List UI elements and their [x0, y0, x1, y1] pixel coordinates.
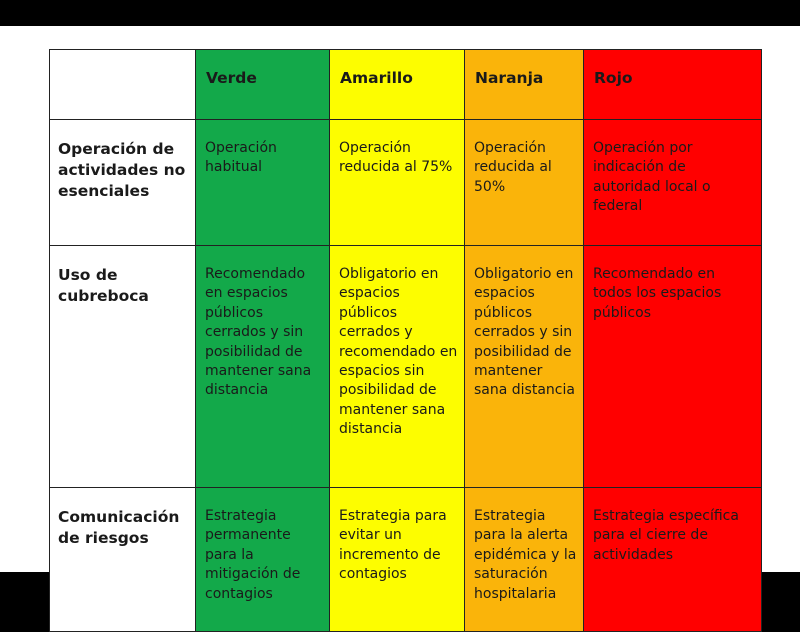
table-row — [50, 246, 762, 488]
cell-amarillo-comunicacion: Estrategia para evitar un incremento de contagios — [330, 488, 465, 632]
header-naranja: Naranja — [465, 50, 584, 120]
cell-rojo-operacion: Operación por indicación de autoridad local o federal — [584, 120, 762, 246]
corner-cell — [50, 50, 196, 120]
header-amarillo: Amarillo — [330, 50, 465, 120]
cell-amarillo-cubreboca: Obligatorio en espacios públicos cerrados y recomendado en espacios sin posibilidad de mantener sana distancia — [330, 246, 465, 488]
slide-page — [0, 26, 800, 602]
row-label-cubreboca: Uso de cubreboca — [50, 246, 196, 488]
cell-naranja-comunicacion: Estrategia para la alerta epidémica y la saturación hospitalaria — [465, 488, 584, 632]
cell-verde-cubreboca: Recomendado en espacios públicos cerrados y sin posibilidad de mantener sana distancia — [196, 246, 330, 488]
header-rojo: Rojo — [584, 50, 762, 120]
cell-rojo-cubreboca: Recomendado en todos los espacios públicos — [584, 246, 762, 488]
cell-naranja-cubreboca: Obligatorio en espacios públicos cerrados y sin posibilidad de mantener sana distancia — [465, 246, 584, 488]
risk-level-table — [49, 49, 762, 632]
header-verde: Verde — [196, 50, 330, 120]
cell-verde-comunicacion: Estrategia permanente para la mitigación de contagios — [196, 488, 330, 632]
table-row — [50, 120, 762, 246]
cell-naranja-operacion: Operación reducida al 50% — [465, 120, 584, 246]
row-label-comunicacion: Comunicación de riesgos — [50, 488, 196, 632]
cell-rojo-comunicacion: Estrategia específica para el cierre de actividades — [584, 488, 762, 632]
row-label-operacion: Operación de actividades no esenciales — [50, 120, 196, 246]
table-row — [50, 488, 762, 632]
header-row — [50, 50, 762, 120]
cell-verde-operacion: Operación habitual — [196, 120, 330, 246]
cell-amarillo-operacion: Operación reducida al 75% — [330, 120, 465, 246]
